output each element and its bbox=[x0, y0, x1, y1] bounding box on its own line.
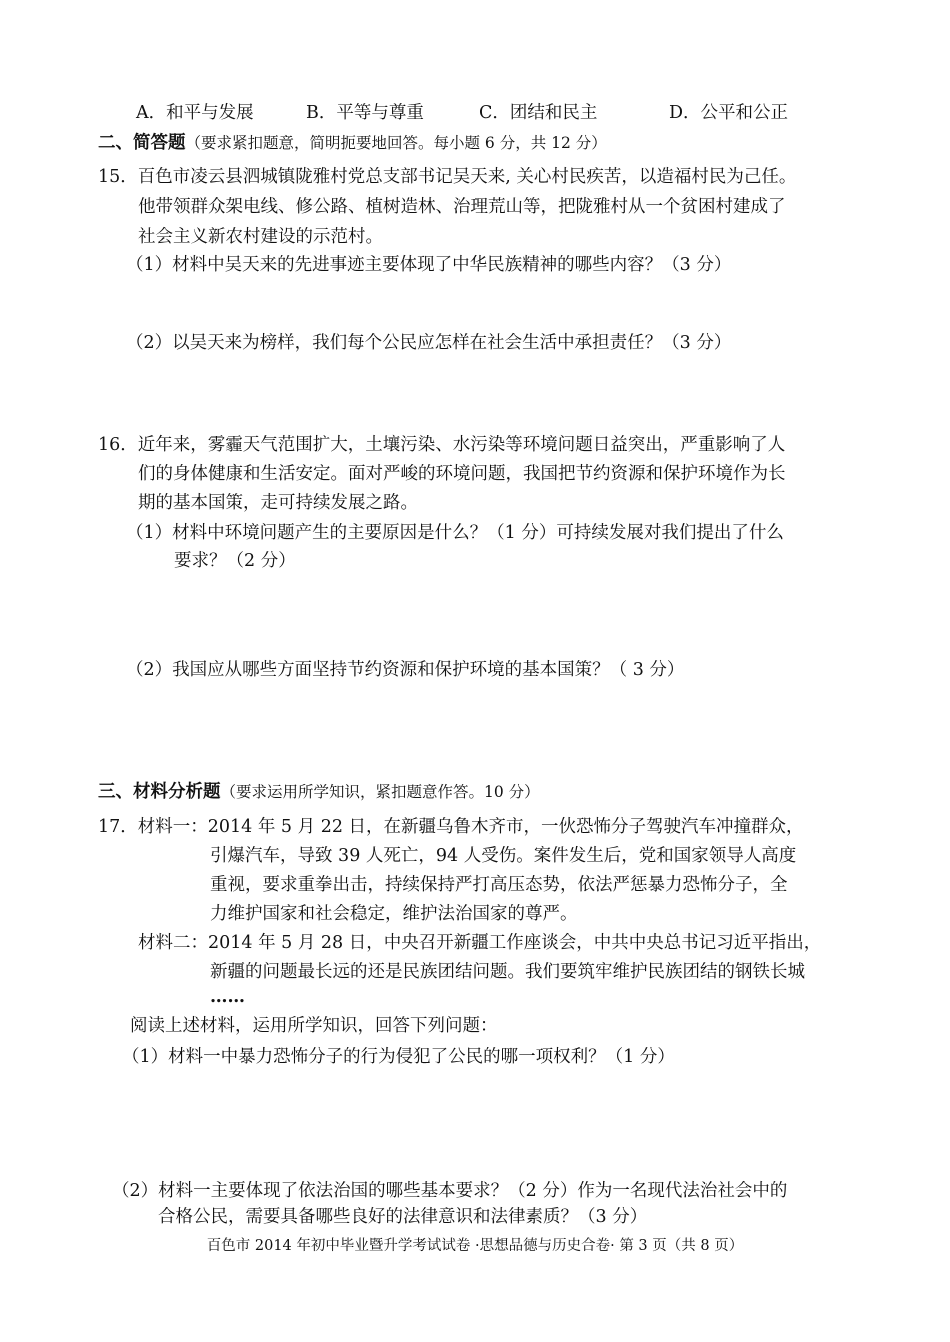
q17-material2-ellipsis: …… bbox=[210, 987, 245, 1007]
q17-material1-line-4: 力维护国家和社会稳定，维护法治国家的尊严。 bbox=[210, 904, 578, 924]
section3-heading bbox=[98, 781, 540, 803]
section3-note: （要求运用所学知识，紧扣题意作答。10 分） bbox=[220, 783, 540, 801]
section3-title: 三、材料分析题 bbox=[98, 782, 221, 802]
q17-material2-line-2: 新疆的问题最长远的还是民族团结问题。我们要筑牢维护民族团结的钢铁长城 bbox=[210, 962, 805, 982]
option-b: B．平等与尊重 bbox=[306, 103, 424, 123]
q17-material1-line-1: 17．材料一：2014 年 5 月 22 日，在新疆乌鲁木齐市，一伙恐怖分子驾驶汽车冲撞群众， bbox=[98, 817, 804, 837]
option-c: C．团结和民主 bbox=[479, 103, 598, 123]
q15-line-3: 社会主义新农村建设的示范村。 bbox=[138, 227, 383, 247]
q17-material1-line-2: 引爆汽车，导致 39 人死亡，94 人受伤。案件发生后，党和国家领导人高度 bbox=[210, 846, 797, 866]
q17-material1-line-3: 重视，要求重拳出击，持续保持严打高压态势，依法严惩暴力恐怖分子，全 bbox=[210, 875, 788, 895]
q17-material2-line-1: 材料二：2014 年 5 月 28 日，中央召开新疆工作座谈会，中共中央总书记习近平指出， bbox=[138, 933, 822, 953]
q15-line-1: 15．百色市凌云县泗城镇陇雅村党总支部书记吴天来, 关心村民疾苦，以造福村民为己任。 bbox=[98, 167, 797, 187]
q17-sub2-line-1: （2）材料一主要体现了依法治国的哪些基本要求？（2 分）作为一名现代法治社会中的 bbox=[112, 1181, 788, 1201]
q16-line-1: 16．近年来，雾霾天气范围扩大，土壤污染、水污染等环境问题日益突出，严重影响了人 bbox=[98, 435, 786, 455]
section2-title: 二、简答题 bbox=[98, 133, 186, 153]
q16-sub2: （2）我国应从哪些方面坚持节约资源和保护环境的基本国策？（ 3 分） bbox=[126, 660, 685, 680]
q16-line-2: 们的身体健康和生活安定。面对严峻的环境问题，我国把节约资源和保护环境作为长 bbox=[138, 464, 786, 484]
q16-line-3: 期的基本国策，走可持续发展之路。 bbox=[138, 493, 418, 513]
section2-heading bbox=[98, 132, 607, 154]
q15-sub2: （2）以吴天来为榜样，我们每个公民应怎样在社会生活中承担责任？（3 分） bbox=[126, 333, 732, 353]
q15-sub1: （1）材料中吴天来的先进事迹主要体现了中华民族精神的哪些内容？（3 分） bbox=[126, 255, 732, 275]
section2-note: （要求紧扣题意，简明扼要地回答。每小题 6 分，共 12 分） bbox=[185, 134, 607, 152]
page-footer: 百色市 2014 年初中毕业暨升学考试试卷 ·思想品德与历史合卷· 第 3 页（共 8 页） bbox=[206, 1238, 744, 1254]
q16-sub1-line-2: 要求？（2 分） bbox=[174, 551, 296, 571]
q16-sub1-line-1: （1）材料中环境问题产生的主要原因是什么？（1 分）可持续发展对我们提出了什么 bbox=[126, 523, 784, 543]
q17-sub2-line-2: 合格公民，需要具备哪些良好的法律意识和法律素质？（3 分） bbox=[158, 1207, 648, 1227]
option-a: A．和平与发展 bbox=[136, 103, 254, 123]
option-d: D．公平和公正 bbox=[669, 103, 789, 123]
q17-instruction: 阅读上述材料，运用所学知识，回答下列问题： bbox=[130, 1016, 498, 1036]
q17-sub1: （1）材料一中暴力恐怖分子的行为侵犯了公民的哪一项权利？（1 分） bbox=[122, 1047, 675, 1067]
q15-line-2: 他带领群众架电线、修公路、植树造林、治理荒山等，把陇雅村从一个贫困村建成了 bbox=[138, 197, 786, 217]
